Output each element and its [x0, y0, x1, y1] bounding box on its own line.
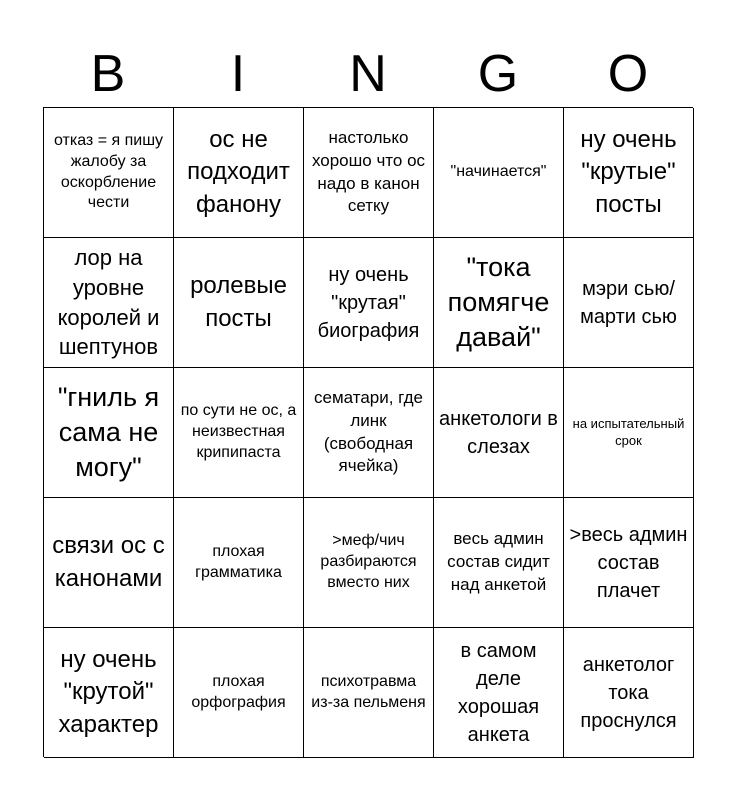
bingo-cell[interactable]: мэри сью/ марти сью	[564, 238, 694, 368]
bingo-cell[interactable]: "тока помягче давай"	[434, 238, 564, 368]
header-letter-g: G	[477, 45, 519, 103]
bingo-cell[interactable]: связи ос с канонами	[44, 498, 174, 628]
header-letter-o: O	[607, 45, 649, 103]
bingo-cell[interactable]: в самом деле хорошая анкета	[434, 628, 564, 758]
bingo-cell[interactable]: ос не подходит фанону	[174, 108, 304, 238]
bingo-cell[interactable]: весь админ состав сидит над анкетой	[434, 498, 564, 628]
bingo-cell[interactable]: психотравма из-за пельменя	[304, 628, 434, 758]
bingo-cell[interactable]: >меф/чич разбираются вместо них	[304, 498, 434, 628]
bingo-cell[interactable]: по сути не ос, а неизвестная крипипаста	[174, 368, 304, 498]
bingo-grid	[43, 107, 693, 757]
bingo-cell[interactable]: плохая орфография	[174, 628, 304, 758]
header-letter-i: I	[230, 45, 246, 103]
bingo-cell[interactable]: анкетолог тока проснулся	[564, 628, 694, 758]
bingo-cell[interactable]: лор на уровне королей и шептунов	[44, 238, 174, 368]
bingo-cell[interactable]: сематари, где линк (свободная ячейка)	[304, 368, 434, 498]
header-letter-b: B	[90, 45, 126, 103]
bingo-header	[43, 40, 693, 108]
bingo-cell[interactable]: настолько хорошо что ос надо в канон сетку	[304, 108, 434, 238]
bingo-cell[interactable]: анкетологи в слезах	[434, 368, 564, 498]
bingo-cell[interactable]: ну очень "крутая" биография	[304, 238, 434, 368]
bingo-cell[interactable]: ну очень "крутой" характер	[44, 628, 174, 758]
bingo-cell[interactable]: >весь админ состав плачет	[564, 498, 694, 628]
bingo-cell[interactable]: ну очень "крутые" посты	[564, 108, 694, 238]
bingo-cell[interactable]: на испытательный срок	[564, 368, 694, 498]
bingo-cell[interactable]: ролевые посты	[174, 238, 304, 368]
bingo-cell[interactable]: "гниль я сама не могу"	[44, 368, 174, 498]
bingo-cell[interactable]: отказ = я пишу жалобу за оскорбление чести	[44, 108, 174, 238]
header-letter-n: N	[349, 45, 387, 103]
bingo-cell[interactable]: "начинается"	[434, 108, 564, 238]
bingo-cell[interactable]: плохая грамматика	[174, 498, 304, 628]
